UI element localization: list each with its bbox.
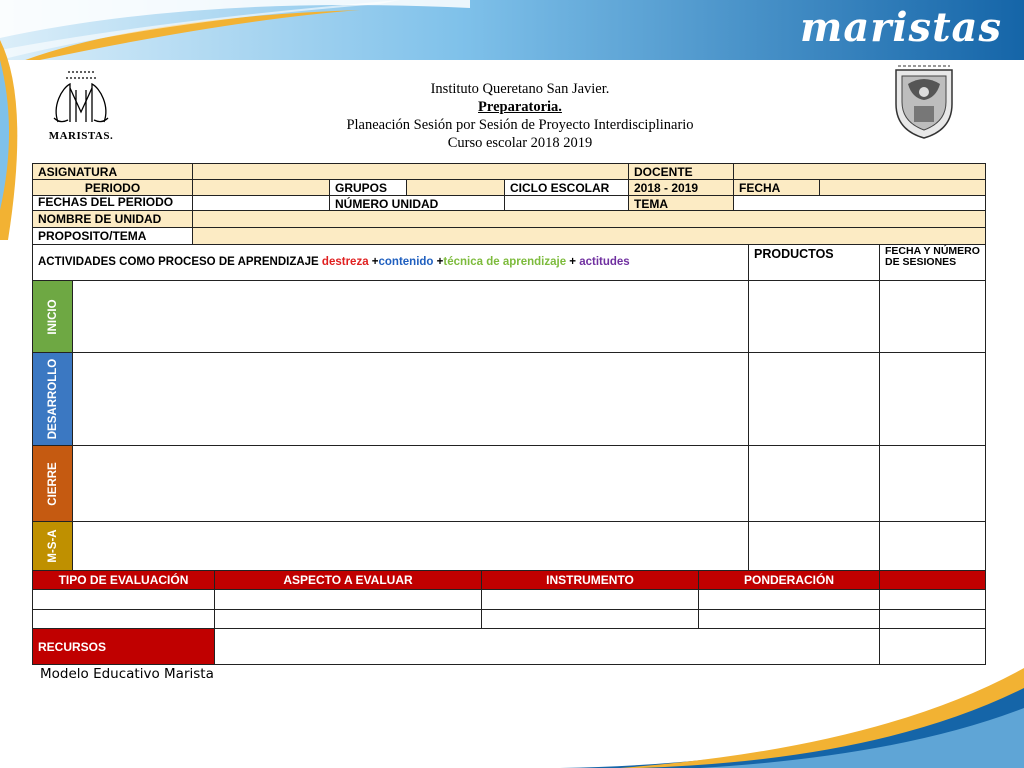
actividades-header [32, 244, 749, 281]
ciclo-escolar-label: CICLO ESCOLAR [504, 179, 629, 196]
phase-msa [32, 521, 73, 571]
grupos-label: GRUPOS [329, 179, 407, 196]
docente-field[interactable] [733, 163, 986, 180]
header-banner [0, 0, 1024, 60]
proposito-label: PROPOSITO/TEMA [32, 227, 193, 245]
brand-wordmark: maristas [800, 4, 1002, 51]
university-crest-logo [890, 62, 958, 140]
phase-inicio-label: INICIO [46, 298, 59, 335]
phase-desarrollo-label: DESARROLLO [46, 358, 59, 440]
ciclo-escolar-value: 2018 - 2019 [628, 179, 734, 196]
eval-header-tipo: TIPO DE EVALUACIÓN [32, 570, 215, 590]
eval-header-ponderacion: PONDERACIÓN [698, 570, 880, 590]
msa-productos-field[interactable] [748, 521, 880, 571]
phase-cierre [32, 445, 73, 522]
maristas-logo-caption: MARISTAS. [48, 130, 114, 142]
eval-row1-extra[interactable] [879, 589, 986, 610]
document-title: Planeación Sesión por Sesión de Proyecto Interdisciplinario [346, 117, 694, 133]
grupos-field[interactable] [406, 179, 505, 196]
recursos-label: RECURSOS [32, 628, 215, 665]
nombre-unidad-field[interactable] [192, 210, 986, 228]
eval-row2-extra[interactable] [879, 609, 986, 629]
eval-row1-ponderacion[interactable] [698, 589, 880, 610]
desarrollo-fecha-field[interactable] [879, 352, 986, 446]
actitudes-label: actitudes [579, 256, 630, 268]
cierre-productos-field[interactable] [748, 445, 880, 522]
maristas-logo [44, 66, 118, 142]
contenido-label: contenido [378, 256, 434, 268]
recursos-extra-field[interactable] [879, 628, 986, 665]
destreza-label: destreza [321, 256, 369, 268]
cierre-fecha-field[interactable] [879, 445, 986, 522]
eval-row2-instrumento[interactable] [481, 609, 699, 629]
phase-inicio [32, 280, 73, 353]
eval-row2-tipo[interactable] [32, 609, 215, 629]
eval-header-instrumento: INSTRUMENTO [481, 570, 699, 590]
tema-field[interactable] [733, 195, 986, 211]
tema-label: TEMA [628, 195, 734, 211]
fechas-periodo-field[interactable] [192, 195, 330, 211]
fechas-periodo-label: FECHAS DEL PERIODO [32, 195, 193, 211]
footer-wave-graphic [0, 668, 1024, 768]
fecha-label: FECHA [733, 179, 820, 196]
msa-activities-field[interactable] [72, 521, 749, 571]
numero-unidad-label: NÚMERO UNIDAD [329, 195, 505, 211]
institution-name: Instituto Queretano San Javier. [430, 81, 610, 97]
recursos-field[interactable] [214, 628, 880, 665]
asignatura-label: ASIGNATURA [32, 163, 193, 180]
fecha-field[interactable] [819, 179, 986, 196]
asignatura-field[interactable] [192, 163, 629, 180]
maristas-monogram-icon [44, 66, 118, 128]
tecnica-label: técnica de aprendizaje [443, 256, 567, 268]
footer-wave [0, 668, 1024, 768]
proposito-field[interactable] [192, 227, 986, 245]
school-level: Preparatoria. [478, 99, 562, 115]
eval-row2-ponderacion[interactable] [698, 609, 880, 629]
plus-3: + [566, 256, 580, 268]
inicio-fecha-field[interactable] [879, 280, 986, 353]
footer-caption: Modelo Educativo Marista [40, 666, 214, 682]
periodo-label: PERIODO [32, 179, 193, 196]
inicio-activities-field[interactable] [72, 280, 749, 353]
numero-unidad-field[interactable] [504, 195, 629, 211]
docente-label: DOCENTE [628, 163, 734, 180]
actividades-prefix: ACTIVIDADES COMO PROCESO DE APRENDIZAJE [38, 256, 322, 268]
document-header [250, 80, 790, 152]
eval-header-extra [879, 570, 986, 590]
phase-desarrollo [32, 352, 73, 446]
eval-row1-aspecto[interactable] [214, 589, 482, 610]
plus-2: + [433, 256, 444, 268]
msa-fecha-field[interactable] [879, 521, 986, 571]
phase-cierre-label: CIERRE [46, 461, 59, 506]
eval-header-aspecto: ASPECTO A EVALUAR [214, 570, 482, 590]
desarrollo-productos-field[interactable] [748, 352, 880, 446]
crest-icon [890, 62, 958, 140]
cierre-activities-field[interactable] [72, 445, 749, 522]
eval-row1-instrumento[interactable] [481, 589, 699, 610]
phase-msa-label: M-S-A [46, 529, 59, 563]
productos-header: PRODUCTOS [748, 244, 880, 281]
planning-form [32, 163, 986, 665]
desarrollo-activities-field[interactable] [72, 352, 749, 446]
inicio-productos-field[interactable] [748, 280, 880, 353]
eval-row2-aspecto[interactable] [214, 609, 482, 629]
nombre-unidad-label: NOMBRE DE UNIDAD [32, 210, 193, 228]
school-year: Curso escolar 2018 2019 [447, 135, 593, 151]
eval-row1-tipo[interactable] [32, 589, 215, 610]
periodo-field[interactable] [192, 179, 330, 196]
plus-1: + [368, 256, 379, 268]
fecha-sesiones-header: FECHA Y NÚMERO DE SESIONES [879, 244, 986, 281]
